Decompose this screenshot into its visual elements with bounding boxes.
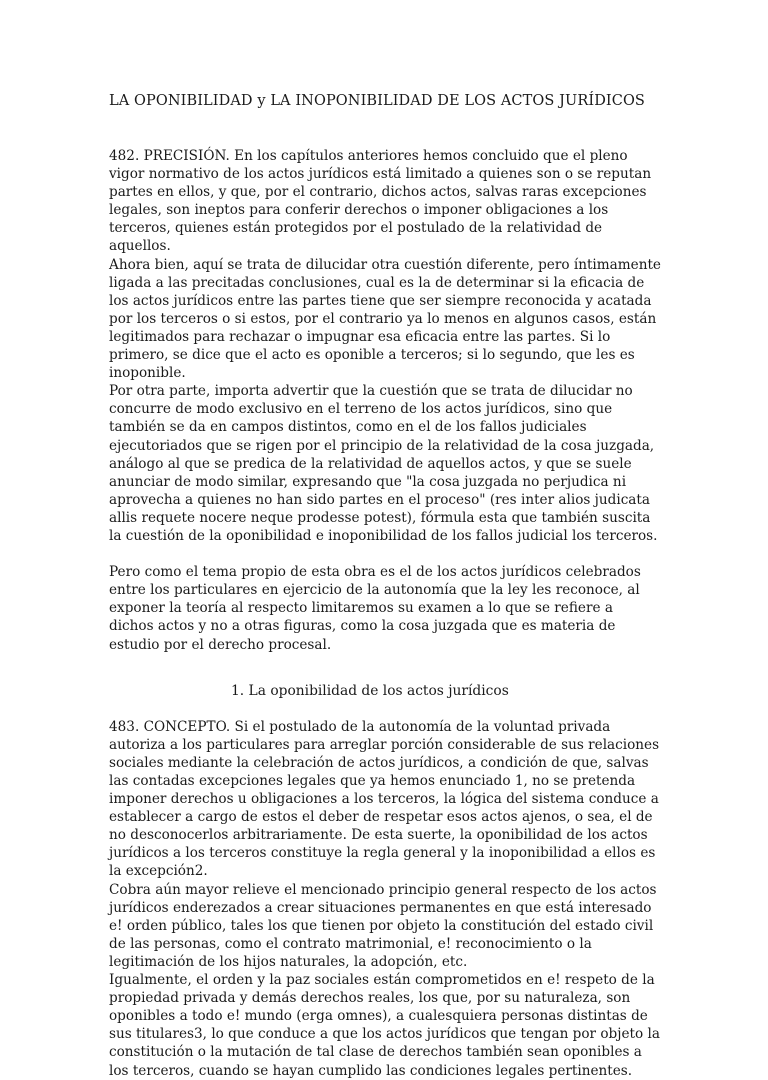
paragraph-cobra-aun: Cobra aún mayor relieve el mencionado principio general respecto de los actos jurídicos enderezados a crear situaciones permanentes en que está interesado e! orden público, tales los que tienen por objeto la constitución del estado civil de las personas, como el contrato matrimonial, e! reconocimiento o la legitimación de los hijos naturales, la adopción, etc. <box>109 881 657 970</box>
document-body <box>109 147 661 1080</box>
paragraph-igualmente: Igualmente, el orden y la paz sociales están comprometidos en e! respeto de la propiedad privada y demás derechos reales, los que, por su naturaleza, son oponibles a todo e! mundo (erga omnes), a cualesquiera personas distintas de sus titulares3, lo que conduce a que los actos jurídicos que tengan por objeto la constitución o la mutación de tal clase de derechos también sean oponibles a los terceros, cuando se hayan cumplido las condiciones legales pertinentes. <box>109 972 660 1079</box>
paragraph-pero-como: Pero como el tema propio de esta obra es el de los actos jurídicos celebrados entre los particulares en ejercicio de la autonomía que la ley les reconoce, al exponer la teoría al respecto limitaremos su examen a lo que se refiere a dichos actos y no a otras figuras, como la cosa juzgada que es materia de estudio por el derecho procesal. <box>109 564 641 653</box>
document-title: LA OPONIBILIDAD y LA INOPONIBILIDAD DE LOS ACTOS JURÍDICOS <box>109 93 645 109</box>
paragraph-spacer <box>109 700 661 718</box>
section-subheading: 1. La oponibilidad de los actos jurídicos <box>231 682 509 699</box>
paragraph-spacer <box>109 545 661 563</box>
paragraph-por-otra-parte: Por otra parte, importa advertir que la cuestión que se trata de dilucidar no concurre de modo exclusivo en el terreno de los actos jurídicos, sino que también se da en campos distintos, como en el de los fallos judiciales ejecutoriados que se rigen por el principio de la relatividad de la cosa juzgada, análogo al que se predica de la relatividad de aquellos actos, y que se suele anunciar de modo similar, expresando que "la cosa juzgada no perjudica ni aprovecha a quienes no han sido partes en el proceso" (res inter alios judicata allis requete nocere neque prodesse potest), fórmula esta que también suscita la cuestión de la oponibilidad e inoponibilidad de los fallos judicial los terceros. <box>109 383 658 544</box>
paragraph-spacer <box>109 654 661 682</box>
paragraph-482-precision: 482. PRECISIÓN. En los capítulos anteriores hemos concluido que el pleno vigor normativo de los actos jurídicos está limitado a quienes son o se reputan partes en ellos, y que, por el contrario, dichos actos, salvas raras excepciones legales, son ineptos para conferir derechos o imponer obligaciones a los terceros, quienes están protegidos por el postulado de la relatividad de aquellos. <box>109 148 652 255</box>
paragraph-483-concepto: 483. CONCEPTO. Si el postulado de la autonomía de la voluntad privada autoriza a los particulares para arreglar porción considerable de sus relaciones sociales mediante la celebración de actos jurídicos, a condición de que, salvas las contadas excepciones legales que ya hemos enunciado 1, no se pretenda imponer derechos u obligaciones a los terceros, la lógica del sistema conduce a establecer a cargo de estos el deber de respetar esos actos ajenos, o sea, el de no desconocerlos arbitrariamente. De esta suerte, la oponibilidad de los actos jurídicos a los terceros constituye la regla general y la inoponibilidad a ellos es la excepción2. <box>109 718 660 880</box>
paragraph-ahora-bien: Ahora bien, aquí se trata de dilucidar otra cuestión diferente, pero íntimamente ligada a las precitadas conclusiones, cual es la de determinar si la eficacia de los actos jurídicos entre las partes tiene que ser siempre reconocida y acatada por los terceros o si estos, por el contrario ya lo menos en algunos casos, están legitimados para rechazar o impugnar esa eficacia entre las partes. Si lo primero, se dice que el acto es oponible a terceros; si lo segundo, que les es inoponible. <box>109 256 661 382</box>
